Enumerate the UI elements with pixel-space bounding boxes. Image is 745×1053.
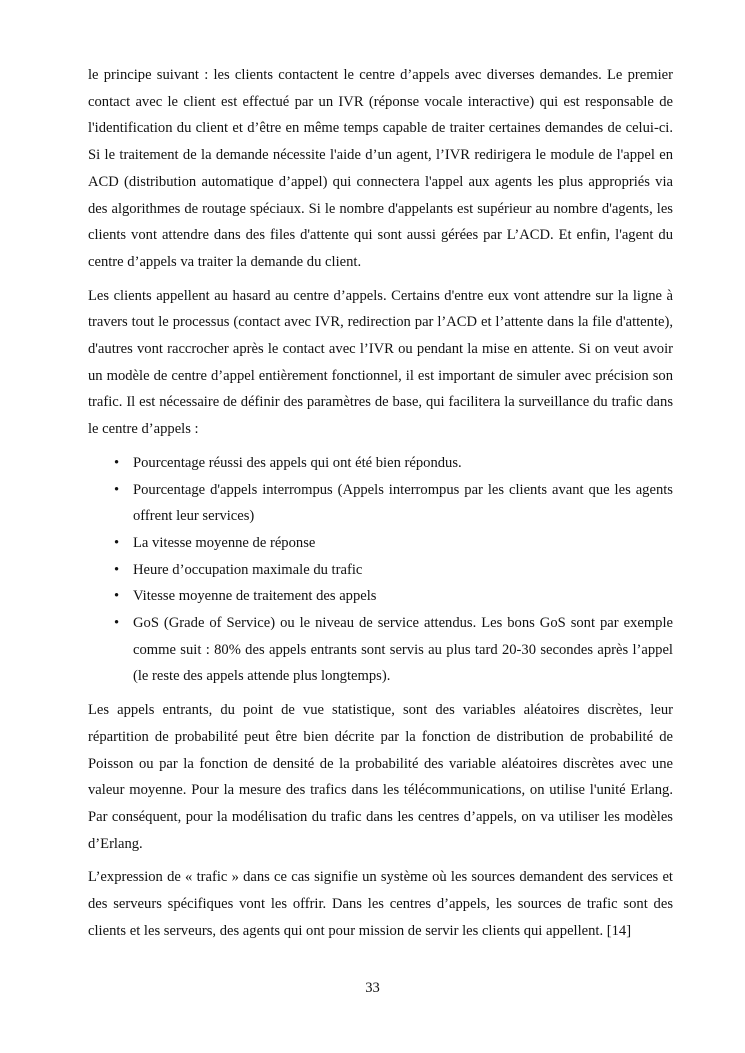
list-item-text: La vitesse moyenne de réponse	[133, 534, 316, 551]
bullet-icon: •	[114, 454, 120, 471]
bullet-icon: •	[114, 588, 120, 605]
bullet-icon: •	[114, 481, 120, 498]
parameter-list	[88, 450, 673, 690]
list-item	[88, 583, 673, 610]
list-item-text: Pourcentage d'appels interrompus (Appels interrompus par les clients avant que les agents offrent leur services)	[133, 481, 673, 525]
bullet-icon: •	[114, 615, 120, 632]
list-item-text: Pourcentage réussi des appels qui ont été bien répondus.	[133, 454, 462, 471]
paragraph-traffic-definition: L’expression de « trafic » dans ce cas signifie un système où les sources demandent des services et des serveurs spécifiques vont les offrir. Dans les centres d’appels, les sources de trafic sont des clients et les serveurs, des agents qui ont pour mission de servir les clients qui appellent. [14]	[88, 869, 673, 939]
list-item	[88, 477, 673, 530]
page-body	[88, 62, 673, 952]
list-item-text: Heure d’occupation maximale du trafic	[133, 561, 363, 578]
paragraph-call-center-principle: le principe suivant : les clients contactent le centre d’appels avec diverses demandes. Le premier contact avec le client est effectué par un IVR (réponse vocale interactive) qui est responsable de l'identification du client et d’être en même temps capable de traiter certaines demandes de celui-ci. Si le traitement de la demande nécessite l'aide d’un agent, l’IVR redirigera le module de l'appel en ACD (distribution automatique d’appel) qui connectera l'appel aux agents les plus appropriés via des algorithmes de routage spéciaux. Si le nombre d'appelants est supérieur au nombre d'agents, les clients vont attendre dans des files d'attente qui sont aussi gérées par L’ACD. Et enfin, l'agent du centre d’appels va traiter la demande du client.	[88, 67, 673, 270]
list-item	[88, 450, 673, 477]
page-number: 33	[365, 980, 380, 996]
bullet-icon: •	[114, 534, 120, 551]
paragraph-statistics: Les appels entrants, du point de vue statistique, sont des variables aléatoires discrètes, leur répartition de probabilité peut être bien décrite par la fonction de distribution de probabilité de Poisson ou par la fonction de densité de la probabilité des variable aléatoires discrètes avec une valeur moyenne. Pour la mesure des trafics dans les télécommunications, on utilise l'unité Erlang. Par conséquent, pour la modélisation du trafic dans les centres d’appels, on va utiliser les modèles d’Erlang.	[88, 702, 673, 852]
bullet-icon: •	[114, 561, 120, 578]
list-item	[88, 530, 673, 557]
paragraph-random-calls: Les clients appellent au hasard au centre d’appels. Certains d'entre eux vont attendre sur la ligne à travers tout le processus (contact avec IVR, redirection par l’ACD et l’attente dans la file d'attente), d'autres vont raccrocher après le contact avec l’IVR ou pendant la mise en attente. Si on veut avoir un modèle de centre d’appel entièrement fonctionnel, il est important de simuler avec précision son trafic. Il est nécessaire de définir des paramètres de base, qui facilitera la surveillance du trafic dans le centre d’appels :	[88, 287, 673, 438]
list-item-text: Vitesse moyenne de traitement des appels	[133, 588, 377, 605]
list-item	[88, 557, 673, 584]
list-item	[88, 610, 673, 690]
list-item-text: GoS (Grade of Service) ou le niveau de service attendus. Les bons GoS sont par exemple comme suit : 80% des appels entrants sont servis au plus tard 20-30 secondes après l’appel (le reste des appels attende plus longtemps).	[133, 615, 673, 685]
